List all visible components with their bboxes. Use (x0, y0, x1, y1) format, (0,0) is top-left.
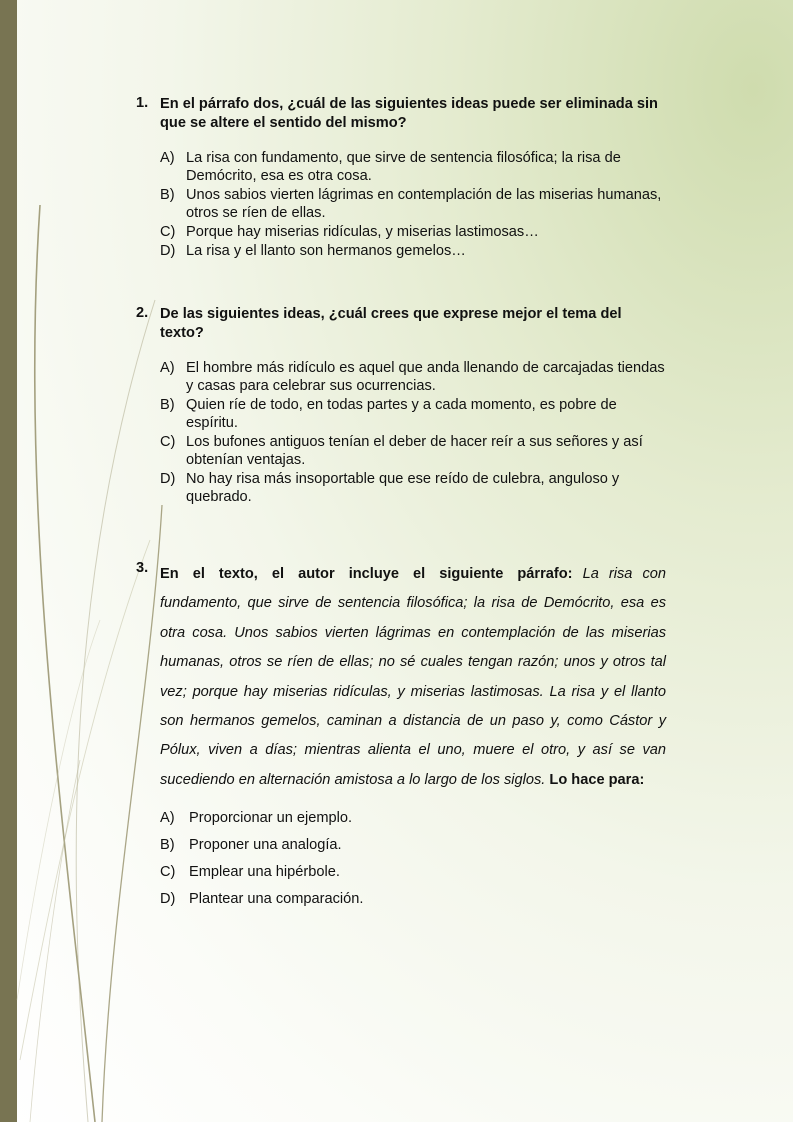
option-b (160, 186, 666, 222)
exam-content (136, 95, 666, 917)
options-list (160, 149, 666, 260)
option-text: Proporcionar un ejemplo. (189, 810, 353, 827)
option-letter: A) (160, 150, 175, 166)
question-lead: En el texto, el autor incluye el siguiente párrafo: (160, 566, 573, 582)
option-text: Los bufones antiguos tenían el deber de hacer reír a sus señores y así obtenían ventajas. (186, 434, 643, 468)
option-d (160, 470, 666, 506)
option-letter: B) (160, 187, 175, 203)
option-c (160, 223, 666, 241)
question-3 (136, 560, 666, 908)
option-letter: A) (160, 810, 175, 827)
option-text: La risa con fundamento, que sirve de sentencia filosófica; la risa de Demócrito, esa es otra cosa. (186, 150, 621, 184)
option-text: El hombre más ridículo es aquel que anda llenando de carcajadas tiendas y casas para celebrar sus ocurrencias. (186, 360, 665, 394)
option-letter: B) (160, 837, 175, 854)
option-c (160, 433, 666, 469)
option-letter: D) (160, 891, 176, 908)
option-text: Plantear una comparación. (189, 891, 364, 908)
option-letter: D) (160, 471, 176, 487)
option-text: Emplear una hipérbole. (189, 864, 340, 881)
option-text: Quien ríe de todo, en todas partes y a cada momento, es pobre de espíritu. (186, 397, 617, 431)
quoted-paragraph: La risa con fundamento, que sirve de sentencia filosófica; la risa de Demócrito, esa es otra cosa. Unos sabios vierten lágrimas en contemplación de las miserias humanas, otros se ríen de ellas; no sé cuales tengan razón; unos y otros tal vez; porque hay miserias ridículas, y miserias lastimosas. La risa y el llanto son hermanos gemelos, caminan a distancia de un paso y, como Cástor y Pólux, viven a días; mientras alienta el uno, muere el otro, y así se van sucediendo en alternación amistosa a lo largo de los siglos. (160, 566, 666, 788)
option-text: Porque hay miserias ridículas, y miserias lastimosas… (186, 224, 539, 240)
option-letter: D) (160, 243, 176, 259)
question-number: 1. (136, 95, 149, 111)
question-text: De las siguientes ideas, ¿cuál crees que exprese mejor el tema del texto? (160, 306, 622, 341)
option-d (160, 890, 666, 908)
option-a (160, 149, 666, 185)
option-letter: C) (160, 224, 176, 240)
option-b (160, 836, 666, 854)
option-text: No hay risa más insoportable que ese reído de culebra, anguloso y quebrado. (186, 471, 620, 505)
question-1 (136, 95, 666, 260)
option-d (160, 242, 666, 260)
question-2 (136, 305, 666, 506)
option-c (160, 863, 666, 881)
options-list (160, 359, 666, 506)
option-a (160, 809, 666, 827)
options-list (160, 809, 666, 908)
option-text: Proponer una analogía. (189, 837, 342, 854)
option-a (160, 359, 666, 395)
question-text: En el párrafo dos, ¿cuál de las siguientes ideas puede ser eliminada sin que se altere el sentido del mismo? (160, 96, 658, 131)
option-letter: B) (160, 397, 175, 413)
option-text: La risa y el llanto son hermanos gemelos… (186, 243, 466, 259)
question-number: 2. (136, 305, 149, 321)
option-letter: C) (160, 434, 176, 450)
option-b (160, 396, 666, 432)
question-tail: Lo hace para: (549, 771, 645, 788)
question-text (160, 560, 666, 795)
option-text: Unos sabios vierten lágrimas en contemplación de las miserias humanas, otros se ríen de ellas. (186, 187, 662, 221)
option-letter: A) (160, 360, 175, 376)
question-number: 3. (136, 560, 149, 576)
option-letter: C) (160, 864, 176, 881)
